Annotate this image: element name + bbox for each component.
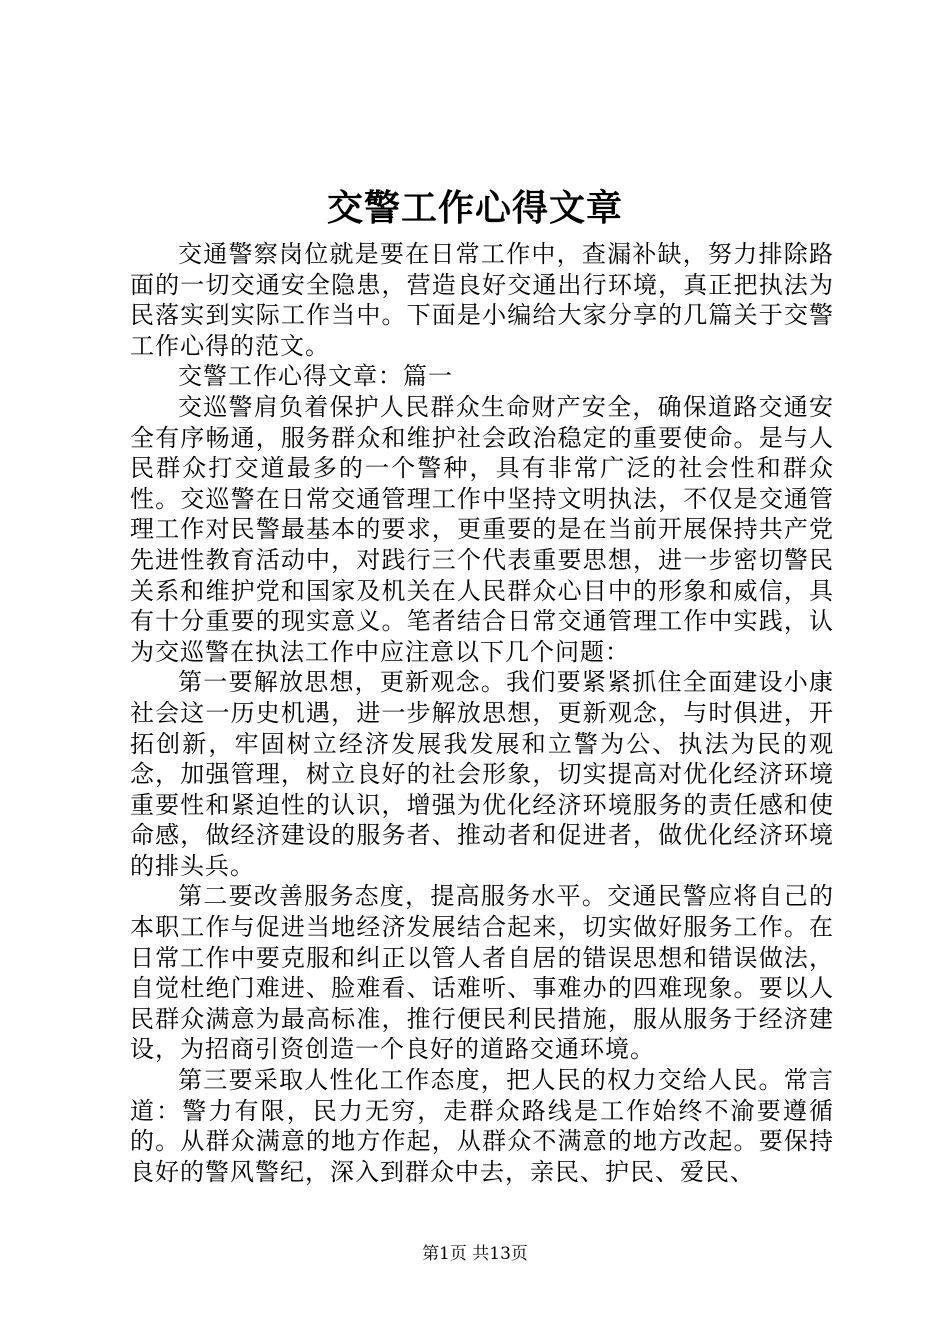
body-paragraph: 交巡警肩负着保护人民群众生命财产安全，确保道路交通安全有序畅通，服务群众和维护社会政治稳定的重要使命。是与人民群众打交道最多的一个警种，具有非常广泛的社会性和群众性。交巡警在日常交通管理工作中坚持文明执法，不仅是交通管理工作对民警最基本的要求，更重要的是在当前开展保持共产党先进性教育活动中，对践行三个代表重要思想，进一步密切警民关系和维护党和国家及机关在人民群众心目中的形象和威信，具有十分重要的现实意义。笔者结合日常交通管理工作中实践，认为交巡警在执法工作中应注意以下几个问题： [130, 392, 834, 666]
intro-paragraph: 交通警察岗位就是要在日常工作中，查漏补缺，努力排除路面的一切交通安全隐患，营造良好交通出行环境，真正把执法为民落实到实际工作当中。下面是小编给大家分享的几篇关于交警工作心得的范文。 [130, 240, 834, 360]
body-paragraph: 第二要改善服务态度，提高服务水平。交通民警应将自己的本职工作与促进当地经济发展结合起来，切实做好服务工作。在日常工作中要克服和纠正以管人者自居的错误思想和错误做法，自觉杜绝门难进、脸难看、话难听、事难办的四难现象。要以人民群众满意为最高标准，推行便民利民措施，服从服务于经济建设，为招商引资创造一个良好的道路交通环境。 [130, 882, 834, 1064]
page-footer: 第1页 共13页 [422, 1244, 528, 1264]
document-body [130, 239, 834, 1187]
body-paragraph: 第三要采取人性化工作态度，把人民的权力交给人民。常言道：警力有限，民力无穷，走群众路线是工作始终不渝要遵循的。从群众满意的地方作起，从群众不满意的地方改起。要保持良好的警风警纪，深入到群众中去，亲民、护民、爱民、 [130, 1066, 834, 1186]
document-title: 交警工作心得文章 [326, 187, 623, 229]
body-paragraph: 第一要解放思想，更新观念。我们要紧紧抓住全面建设小康社会这一历史机遇，进一步解放思想，更新观念，与时俱进，开拓创新，牢固树立经济发展我发展和立警为公、执法为民的观念，加强管理，树立良好的社会形象，切实提高对优化经济环境重要性和紧迫性的认识，增强为优化经济环境服务的责任感和使命感，做经济建设的服务者、推动者和促进者，做优化经济环境的排头兵。 [130, 668, 834, 880]
section-heading: 交警工作心得文章：篇一 [178, 362, 453, 391]
